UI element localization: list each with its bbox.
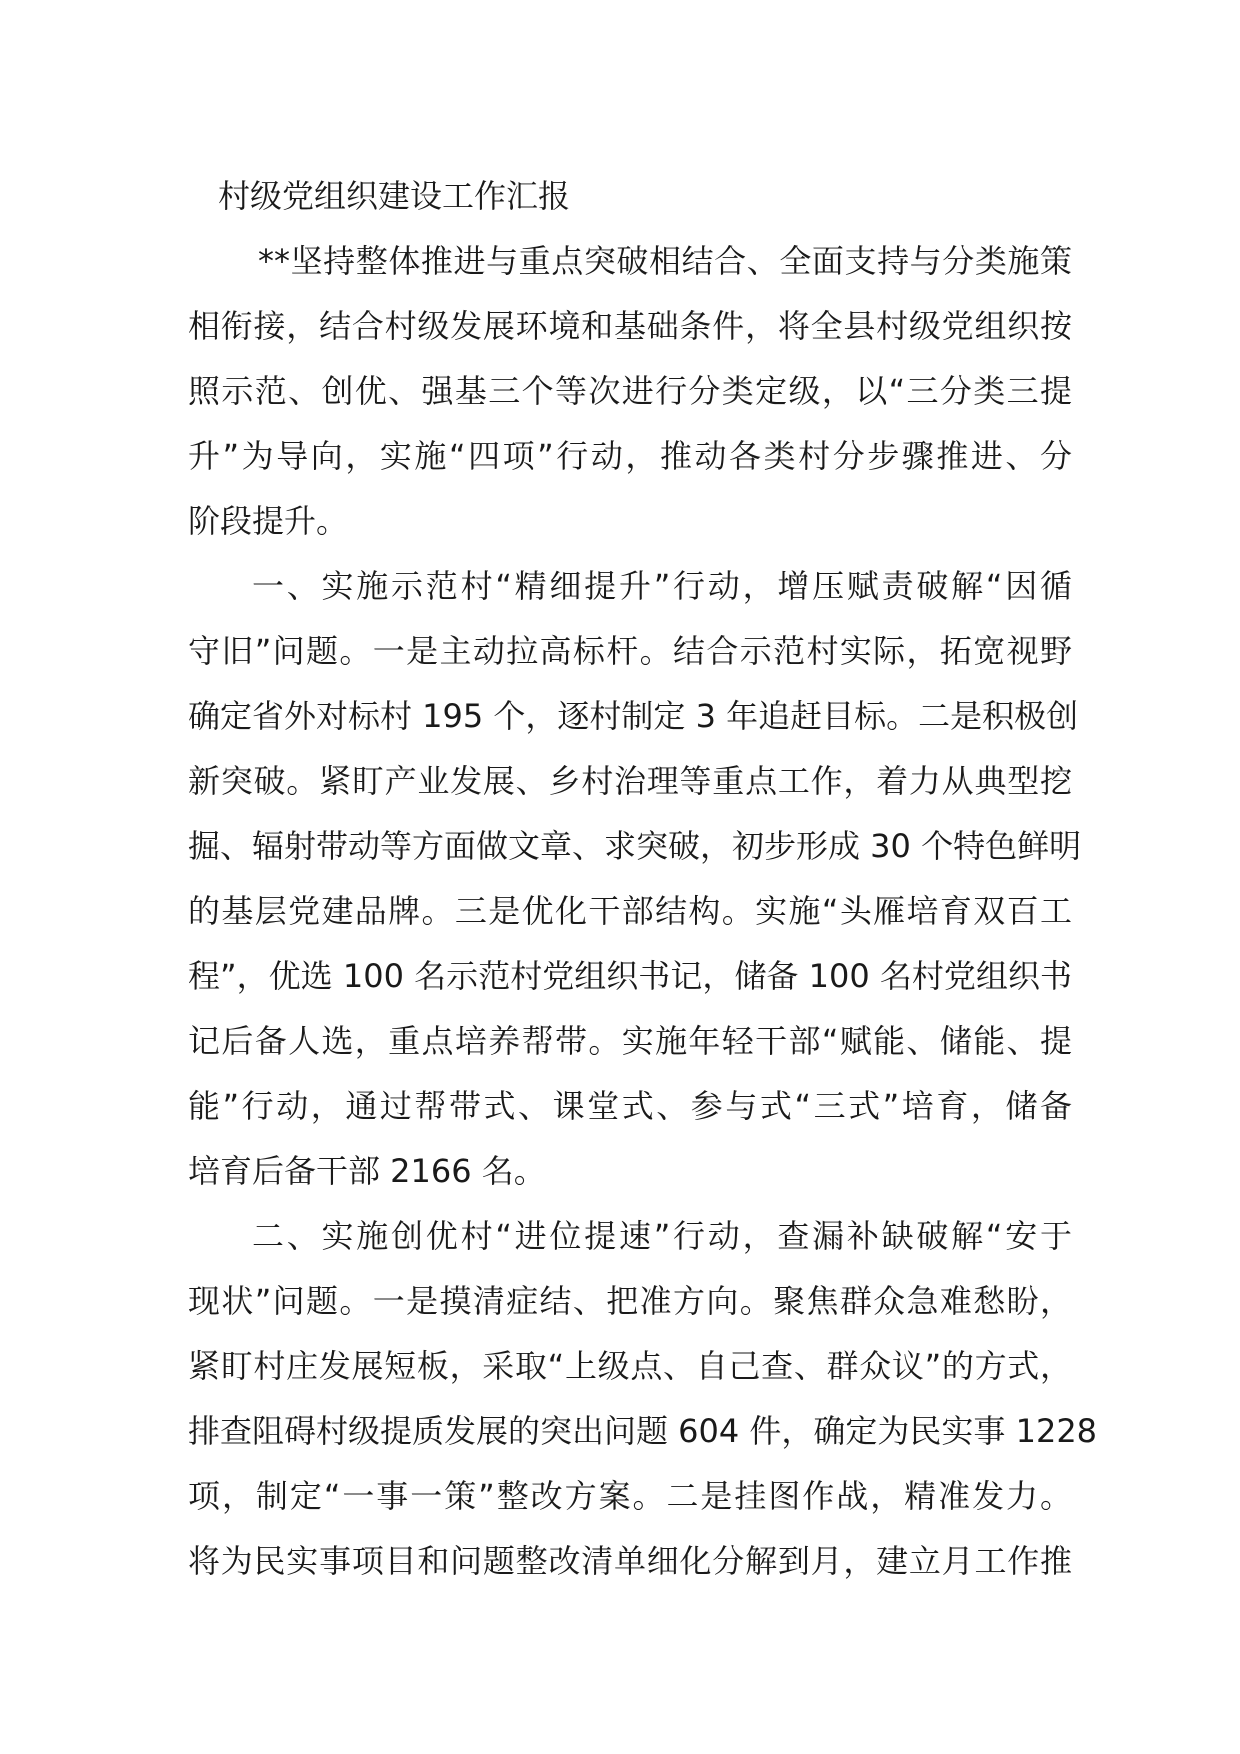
paragraph-line: 排查阻碍村级提质发展的突出问题 604 件，确定为民实事 1228 xyxy=(188,1412,1098,1450)
paragraph-line: **坚持整体推进与重点突破相结合、全面支持与分类施策 xyxy=(258,242,1072,280)
document-body xyxy=(188,164,1098,1594)
paragraph-line: 程”，优选 100 名示范村党组织书记，储备 100 名村党组织书 xyxy=(188,957,1072,995)
intro-paragraph xyxy=(188,229,1072,554)
paragraph-line: 记后备人选，重点培养帮带。实施年轻干部“赋能、储能、提 xyxy=(188,1022,1072,1060)
paragraph-line: 照示范、创优、强基三个等次进行分类定级，以“三分类三提 xyxy=(188,372,1072,410)
paragraph-line: 一、实施示范村“精细提升”行动，增压赋责破解“因循 xyxy=(252,567,1072,605)
paragraph-line: 守旧”问题。一是主动拉高标杆。结合示范村实际，拓宽视野 xyxy=(188,632,1072,670)
paragraph-line: 新突破。紧盯产业发展、乡村治理等重点工作，着力从典型挖 xyxy=(188,762,1072,800)
paragraph-line: 现状”问题。一是摸清症结、把准方向。聚焦群众急难愁盼， xyxy=(188,1282,1072,1320)
section-one-paragraph xyxy=(188,554,1082,1204)
paragraph-line: 二、实施创优村“进位提速”行动，查漏补缺破解“安于 xyxy=(252,1217,1072,1255)
paragraph-line: 能”行动，通过帮带式、课堂式、参与式“三式”培育，储备 xyxy=(188,1087,1072,1125)
paragraph-line: 紧盯村庄发展短板，采取“上级点、自己查、群众议”的方式， xyxy=(188,1347,1072,1385)
paragraph-line: 掘、辐射带动等方面做文章、求突破，初步形成 30 个特色鲜明 xyxy=(188,827,1082,865)
paragraph-line: 确定省外对标村 195 个，逐村制定 3 年追赶目标。二是积极创 xyxy=(188,697,1079,735)
document-title: 村级党组织建设工作汇报 xyxy=(218,177,571,215)
paragraph-line: 将为民实事项目和问题整改清单细化分解到月，建立月工作推 xyxy=(188,1542,1072,1580)
paragraph-line: 培育后备干部 2166 名。 xyxy=(188,1152,546,1190)
paragraph-line: 项，制定“一事一策”整改方案。二是挂图作战，精准发力。 xyxy=(188,1477,1072,1515)
paragraph-line: 阶段提升。 xyxy=(188,502,349,540)
paragraph-line: 升”为导向，实施“四项”行动，推动各类村分步骤推进、分 xyxy=(188,437,1072,475)
paragraph-line: 的基层党建品牌。三是优化干部结构。实施“头雁培育双百工 xyxy=(188,892,1072,930)
paragraph-line: 相衔接，结合村级发展环境和基础条件，将全县村级党组织按 xyxy=(188,307,1072,345)
section-two-paragraph xyxy=(188,1204,1098,1594)
